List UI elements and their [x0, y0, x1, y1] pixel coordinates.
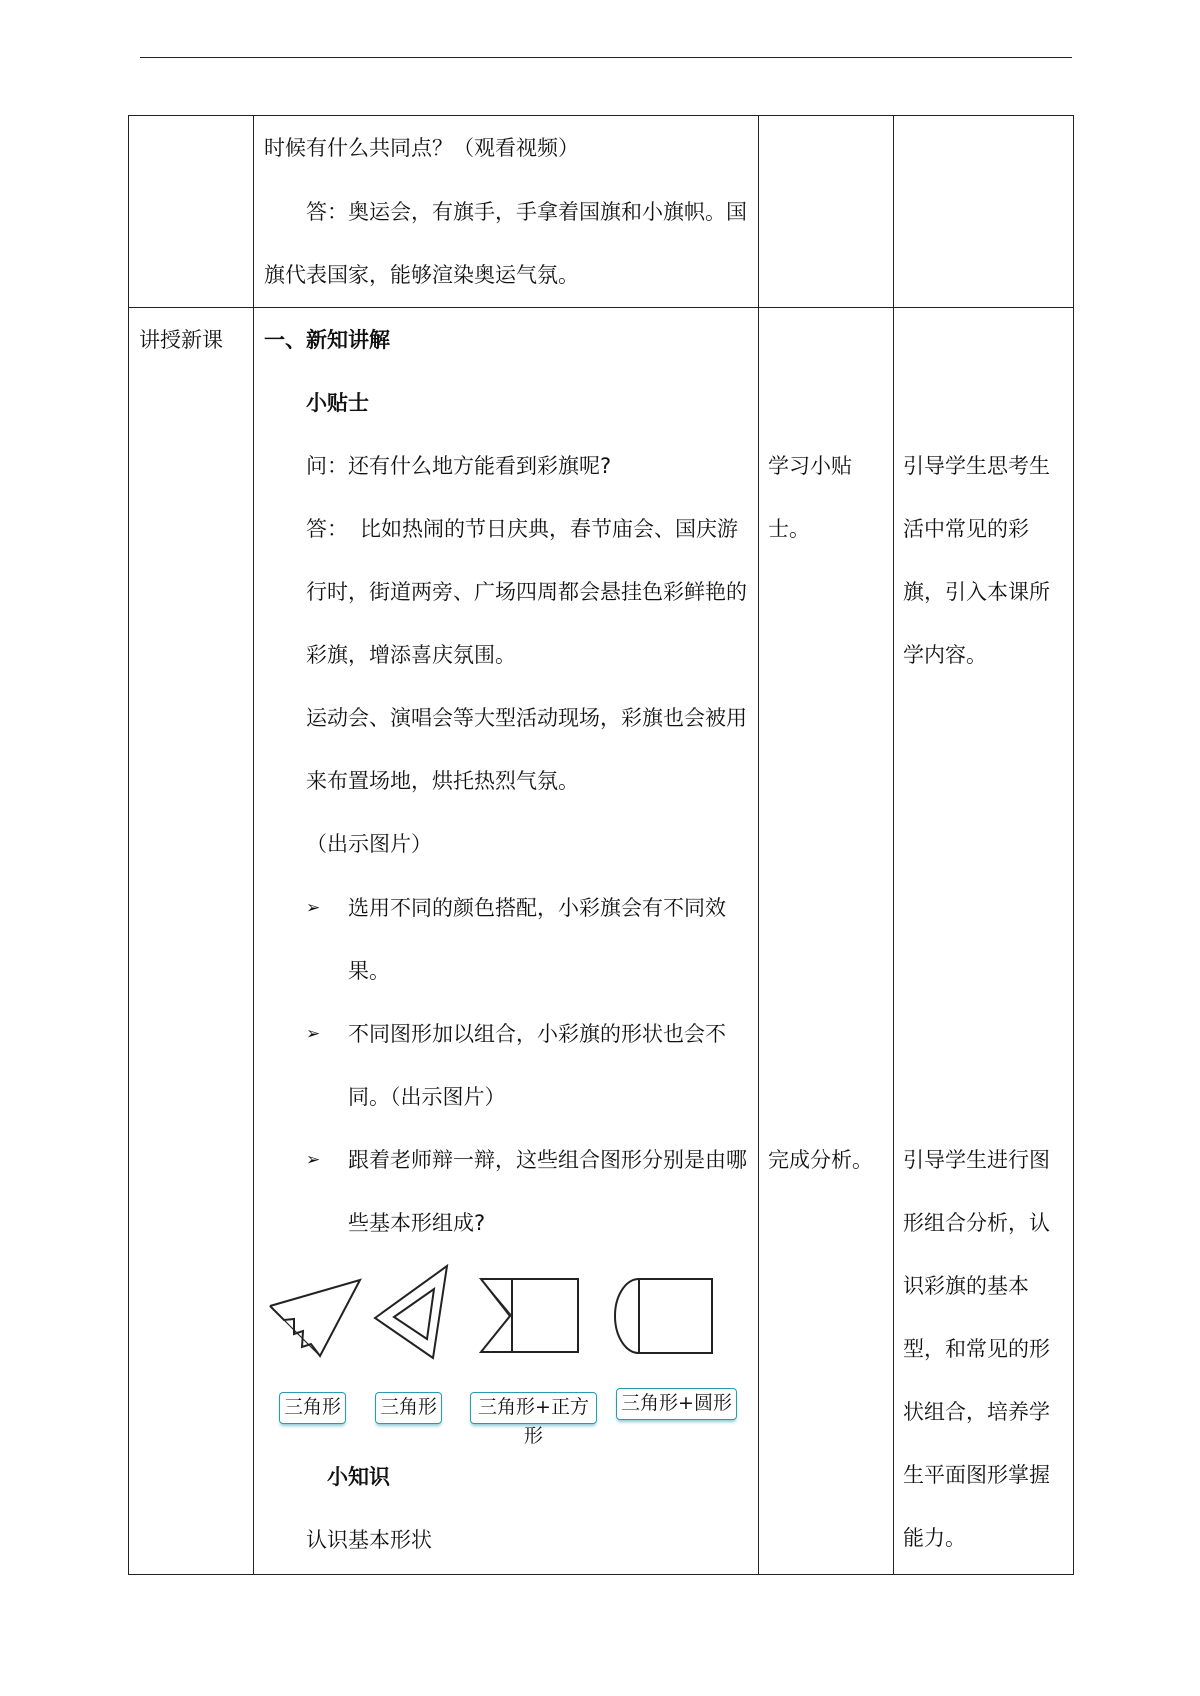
bullet-text: 同。（出示图片） — [348, 1085, 506, 1109]
bullet-icon: ➢ — [306, 1024, 321, 1044]
bullet-text: 选用不同的颜色搭配，小彩旗会有不同效 — [348, 896, 726, 920]
design-intent: 识彩旗的基本 — [903, 1274, 1029, 1298]
show-picture-note: （出示图片） — [306, 832, 432, 856]
design-intent: 引导学生进行图 — [903, 1148, 1050, 1172]
row-divider — [128, 307, 1074, 308]
shape-label: 三角形+正方形 — [470, 1392, 597, 1424]
student-activity: 士。 — [768, 517, 810, 541]
bullet-icon: ➢ — [306, 1150, 321, 1170]
nested-triangle-icon — [372, 1262, 452, 1362]
shape-label: 三角形 — [279, 1392, 346, 1424]
column-divider — [758, 115, 759, 1575]
row1-content-line: 时候有什么共同点？（观看视频） — [264, 136, 579, 160]
design-intent: 引导学生思考生 — [903, 454, 1050, 478]
shape-label: 三角形 — [375, 1392, 442, 1424]
student-activity: 完成分析。 — [768, 1148, 873, 1172]
tips-title: 小贴士 — [306, 391, 369, 415]
column-divider — [253, 115, 254, 1575]
row1-answer-line: 答：奥运会，有旗手，手拿着国旗和小旗帜。国 — [306, 200, 747, 224]
column-divider — [893, 115, 894, 1575]
answer-text: 彩旗，增添喜庆氛围。 — [306, 643, 516, 667]
bullet-text: 不同图形加以组合，小彩旗的形状也会不 — [348, 1022, 726, 1046]
stage-label: 讲授新课 — [139, 328, 223, 352]
row1-answer-line: 旗代表国家，能够渲染奥运气氛。 — [264, 263, 579, 287]
answer-text: 行时，街道两旁、广场四周都会悬挂色彩鲜艳的 — [306, 580, 747, 604]
design-intent: 能力。 — [903, 1526, 966, 1550]
design-intent: 学内容。 — [903, 643, 987, 667]
answer-label: 答： — [306, 517, 348, 541]
knowledge-title: 小知识 — [327, 1465, 390, 1489]
header-rule — [140, 57, 1072, 58]
design-intent: 形组合分析，认 — [903, 1211, 1050, 1235]
shape-label: 三角形+圆形 — [616, 1388, 737, 1420]
design-intent: 旗，引入本课所 — [903, 580, 1050, 604]
design-intent: 型，和常见的形 — [903, 1337, 1050, 1361]
question-text: 问：还有什么地方能看到彩旗呢? — [306, 454, 612, 478]
answer-text: 比如热闹的节日庆典，春节庙会、国庆游 — [360, 517, 738, 541]
bullet-text: 跟着老师辩一辩，这些组合图形分别是由哪 — [348, 1148, 747, 1172]
student-activity: 学习小贴 — [768, 454, 852, 478]
triangle-flag-icon — [265, 1272, 375, 1372]
bullet-text: 果。 — [348, 959, 390, 983]
paragraph-text: 运动会、演唱会等大型活动现场，彩旗也会被用 — [306, 706, 747, 730]
section-heading: 一、新知讲解 — [264, 328, 390, 352]
design-intent: 活中常见的彩 — [903, 517, 1029, 541]
knowledge-text: 认识基本形状 — [306, 1528, 432, 1552]
triangle-square-flag-icon — [478, 1276, 583, 1356]
design-intent: 生平面图形掌握 — [903, 1463, 1050, 1487]
paragraph-text: 来布置场地，烘托热烈气氛。 — [306, 769, 579, 793]
bullet-icon: ➢ — [306, 898, 321, 918]
bullet-text: 些基本形组成? — [348, 1211, 486, 1235]
semicircle-square-flag-icon — [612, 1276, 717, 1358]
design-intent: 状组合，培养学 — [903, 1400, 1050, 1424]
